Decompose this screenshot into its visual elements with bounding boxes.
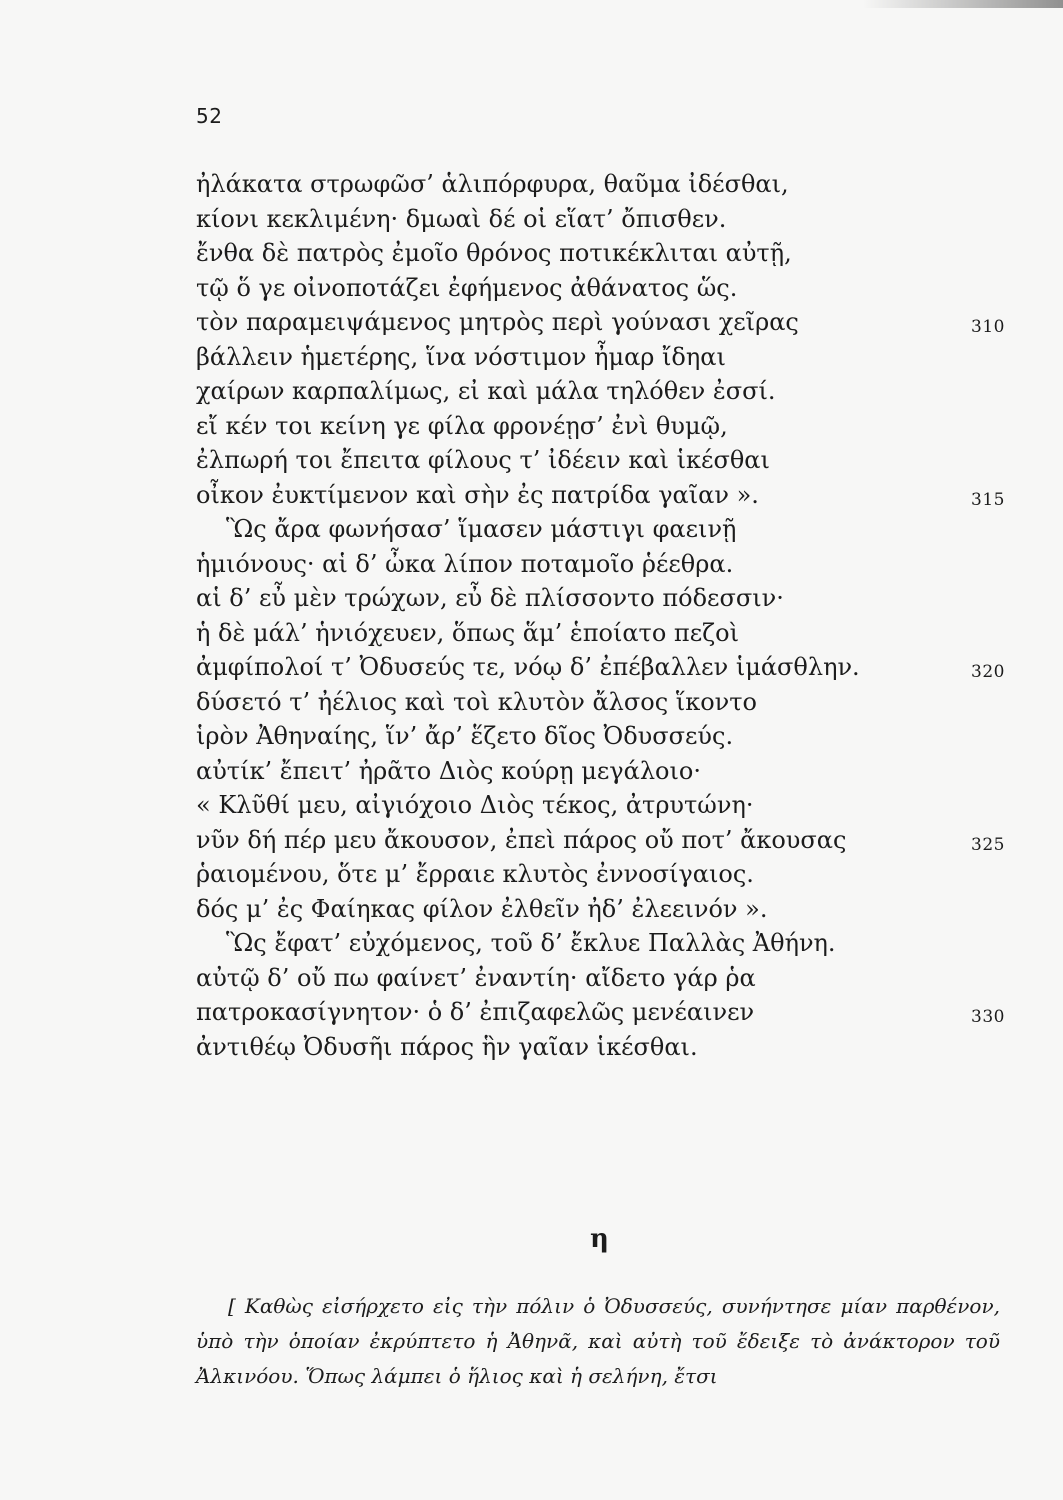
verse-line-text: δός μ’ ἐς Φαίηκας φίλον ἐλθεῖν ἠδ’ ἐλεεινόν ». [196, 894, 768, 923]
verse-line-text: ἀντιθέῳ Ὀδυσῆι πάρος ἣν γαῖαν ἱκέσθαι. [196, 1032, 698, 1061]
verse-line [196, 719, 1006, 754]
verse-line-text: εἴ κέν τοι κείνη γε φίλα φρονέῃσ’ ἐνὶ θυμῷ, [196, 411, 728, 440]
line-number: 330 [971, 1007, 1005, 1027]
verse-line [196, 305, 1006, 340]
verse-line [196, 340, 1006, 375]
book-summary: [ Καθὼς εἰσήρχετο εἰς τὴν πόλιν ὁ Ὀδυσσεύς, συνήντησε μίαν παρθένον, ὑπὸ τὴν ὁποίαν ἐκρύπτετο ἡ Ἀθηνᾶ, καὶ αὐτὴ τοῦ ἔδειξε τὸ ἀνάκτορον τοῦ Ἀλκινόου. Ὅπως λάμπει ὁ ἥλιος καὶ ἡ σελήνη, ἔτσι [196, 1294, 1000, 1388]
verse-line-text: οἶκον ἐυκτίμενον καὶ σὴν ἐς πατρίδα γαῖαν ». [196, 480, 759, 509]
verse-line [196, 443, 1006, 478]
verse-line [196, 995, 1006, 1030]
line-number: 315 [971, 489, 1005, 510]
verse-line-text: χαίρων καρπαλίμως, εἰ καὶ μάλα τηλόθεν ἐσσί. [196, 377, 776, 405]
verse-line [196, 754, 1006, 789]
line-number: 325 [971, 834, 1005, 855]
verse-line-text: ἀμφίπολοί τ’ Ὀδυσεύς τε, νόῳ δ’ ἐπέβαλλεν ἱμάσθλην. [196, 653, 860, 681]
verse-line [196, 581, 1006, 616]
verse-line-text: πατροκασίγνητον· ὁ δ’ ἐπιζαφελῶς μενέαινεν [196, 998, 755, 1026]
verse-line [196, 271, 1006, 306]
verse-line [196, 823, 1006, 858]
verse-line [196, 409, 1006, 444]
verse-line [196, 374, 1006, 409]
verse-line-text: ἠλάκατα στρωφῶσ’ ἁλιπόρφυρα, θαῦμα ἰδέσθαι, [196, 170, 789, 198]
verse-line-text: ἡμιόνους· αἱ δ’ ὦκα λίπον ποταμοῖο ῥέεθρα. [196, 549, 734, 578]
verse-line [196, 926, 1006, 961]
verse-line-text: ἔνθα δὲ πατρὸς ἐμοῖο θρόνος ποτικέκλιται αὐτῇ, [196, 239, 792, 267]
verse-line [196, 202, 1006, 237]
verse-line [196, 616, 1006, 651]
verse-line-text: αἱ δ’ εὖ μὲν τρώχων, εὖ δὲ πλίσσοντο πόδεσσιν· [196, 584, 784, 612]
verse-line-text: ἐλπωρή τοι ἔπειτα φίλους τ’ ἰδέειν καὶ ἱκέσθαι [196, 446, 770, 474]
verse-line-text: Ὣς ἄρα φωνήσασ’ ἵμασεν μάστιγι φαεινῇ [226, 515, 737, 543]
page-number: 52 [196, 104, 223, 128]
verse-line-text: βάλλειν ἡμετέρης, ἵνα νόστιμον ἦμαρ ἴδηαι [196, 342, 726, 371]
verse-block [196, 167, 1006, 1064]
page-edge-shadow [863, 0, 1063, 8]
verse-line [196, 685, 1006, 720]
verse-line-text: κίονι κεκλιμένη· δμωαὶ δέ οἱ εἵατ’ ὄπισθεν. [196, 204, 727, 233]
verse-line [196, 478, 1006, 513]
verse-line [196, 650, 1006, 685]
verse-line [196, 167, 1006, 202]
verse-line-text: τὸν παραμειψάμενος μητρὸς περὶ γούνασι χεῖρας [196, 308, 799, 336]
verse-line-text: ῥαιομένου, ὅτε μ’ ἔρραιε κλυτὸς ἐννοσίγαιος. [196, 860, 754, 888]
verse-line-text: « Κλῦθί μευ, αἰγιόχοιο Διὸς τέκος, ἀτρυτώνη· [196, 791, 754, 819]
verse-line [196, 961, 1006, 996]
verse-line [196, 892, 1006, 927]
verse-line-text: Ὣς ἔφατ’ εὐχόμενος, τοῦ δ’ ἔκλυε Παλλὰς Ἀθήνη. [226, 929, 836, 957]
verse-line-text: νῦν δή πέρ μευ ἄκουσον, ἐπεὶ πάρος οὔ ποτ’ ἄκουσας [196, 825, 847, 854]
book-marker: η [590, 1224, 609, 1254]
verse-line [196, 236, 1006, 271]
line-number: 320 [971, 662, 1005, 682]
verse-line-text: τῷ ὅ γε οἰνοποτάζει ἐφήμενος ἀθάνατος ὥς. [196, 273, 738, 302]
verse-line-text: ἱρὸν Ἀθηναίης, ἵν’ ἄρ’ ἕζετο δῖος Ὀδυσσεύς. [196, 722, 734, 750]
verse-line-text: αὐτίκ’ ἔπειτ’ ἠρᾶτο Διὸς κούρῃ μεγάλοιο· [196, 756, 701, 785]
verse-line-text: δύσετό τ’ ἠέλιος καὶ τοὶ κλυτὸν ἄλσος ἵκοντο [196, 687, 757, 716]
verse-line [196, 788, 1006, 823]
verse-line [196, 512, 1006, 547]
verse-line-text: ἡ δὲ μάλ’ ἡνιόχευεν, ὅπως ἅμ’ ἑποίατο πεζοὶ [196, 618, 739, 647]
verse-line-text: αὐτῷ δ’ οὔ πω φαίνετ’ ἐναντίη· αἴδετο γάρ ῥα [196, 963, 756, 992]
verse-line [196, 547, 1006, 582]
verse-line [196, 857, 1006, 892]
verse-line [196, 1030, 1006, 1065]
line-number: 310 [971, 317, 1005, 337]
